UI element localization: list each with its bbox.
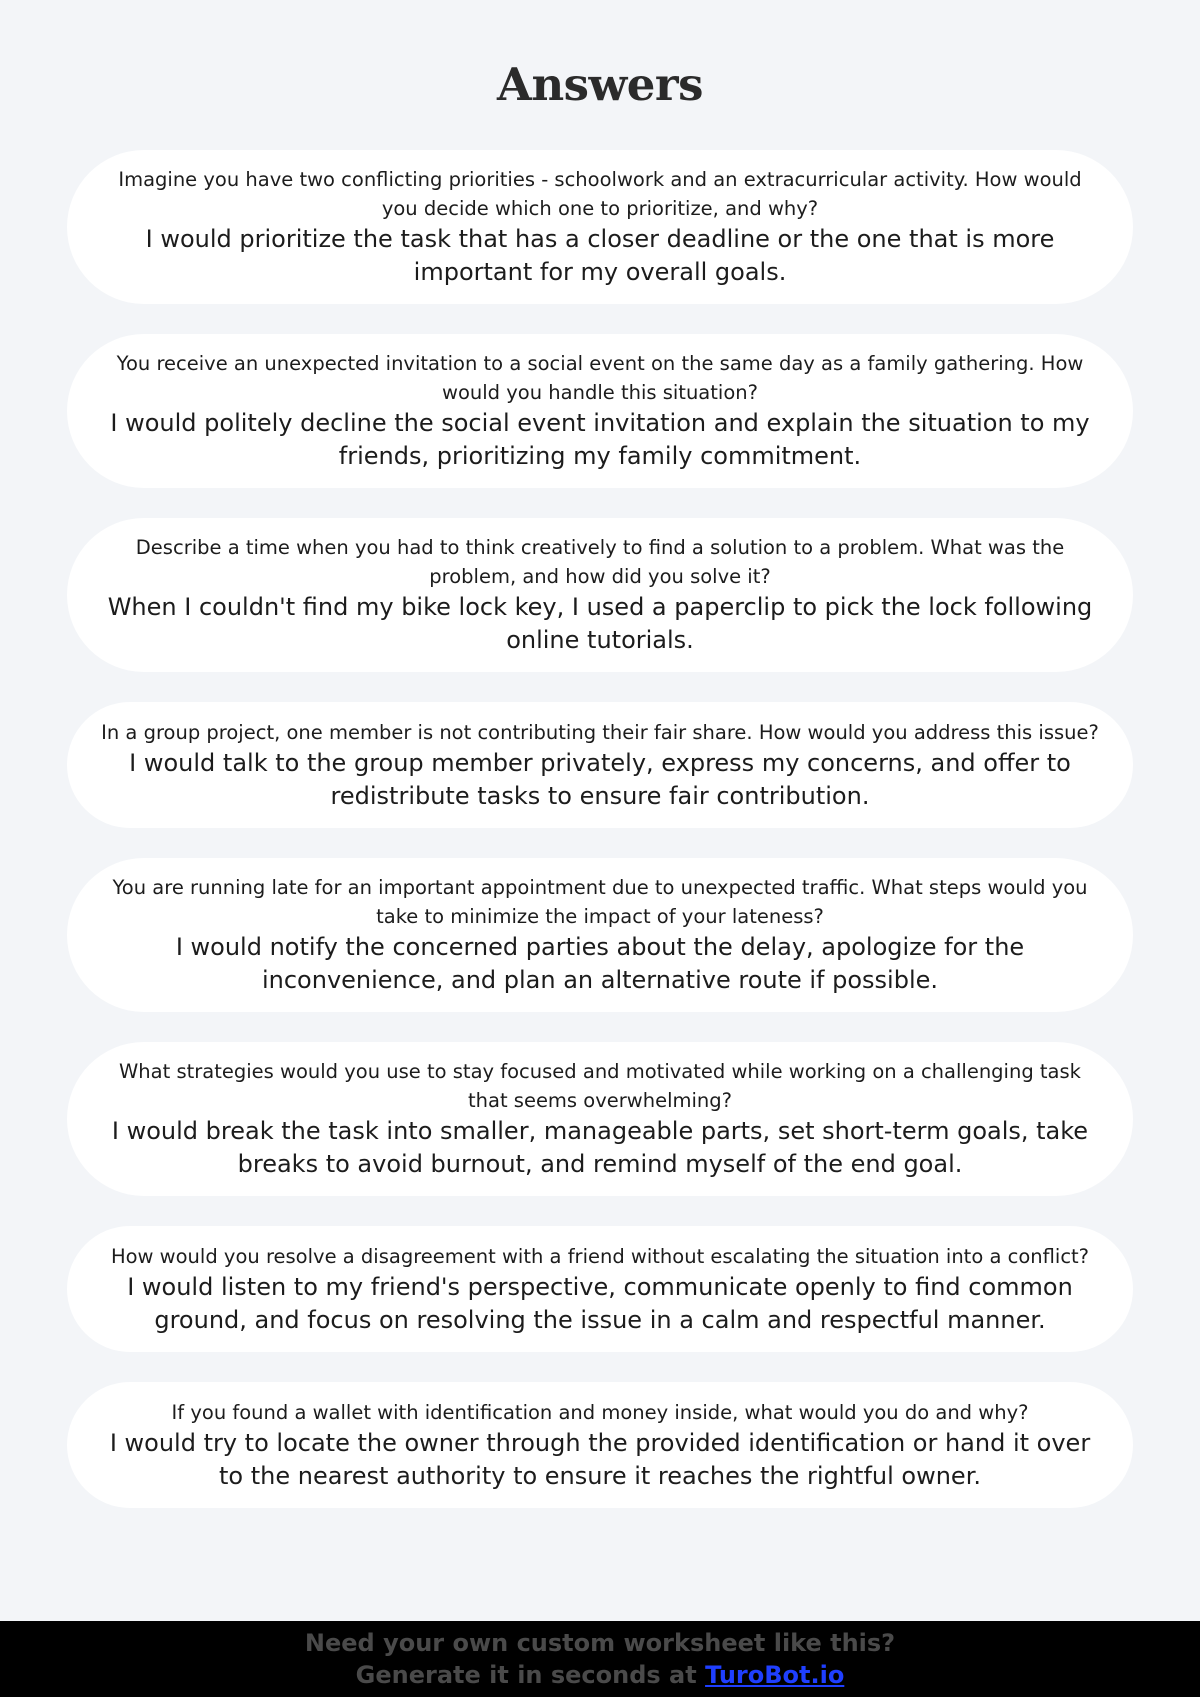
- question-text: You receive an unexpected invitation to a social event on the same day as a family gathering. How would you handle this situation?: [116, 352, 1084, 404]
- qa-list: [67, 150, 1133, 1538]
- qa-card: [67, 1226, 1133, 1352]
- footer-line-2: [0, 1659, 1200, 1691]
- answer-text: I would politely decline the social event invitation and explain the situation to my friends, prioritizing my family commitment.: [110, 409, 1090, 470]
- footer-line-2-prefix: Generate it in seconds at: [355, 1661, 706, 1689]
- answer-text: I would talk to the group member privately, express my concerns, and offer to redistribute tasks to ensure fair contribution.: [129, 748, 1071, 810]
- question-text: Describe a time when you had to think creatively to find a solution to a problem. What was the problem, and how did you solve it?: [135, 536, 1065, 588]
- answer-text: I would prioritize the task that has a closer deadline or the one that is more important for my overall goals.: [145, 225, 1055, 286]
- question-text: What strategies would you use to stay focused and motivated while working on a challenging task that seems overwhelming?: [119, 1060, 1081, 1112]
- qa-card: [67, 702, 1133, 828]
- qa-card: [67, 1042, 1133, 1196]
- question-text: How would you resolve a disagreement with a friend without escalating the situation into a conflict?: [110, 1244, 1090, 1268]
- page-title: Answers: [497, 58, 703, 111]
- promo-footer: [0, 1621, 1200, 1697]
- answer-text: I would try to locate the owner through the provided identification or hand it over to the nearest authority to ensure it reaches the rightful owner.: [109, 1428, 1091, 1490]
- qa-card: [67, 518, 1133, 672]
- qa-card: [67, 334, 1133, 488]
- question-text: You are running late for an important appointment due to unexpected traffic. What steps would you take to minimize the impact of your lateness?: [112, 876, 1088, 928]
- question-text: In a group project, one member is not contributing their fair share. How would you address this issue?: [101, 720, 1099, 744]
- qa-card: [67, 150, 1133, 304]
- turobot-link[interactable]: TuroBot.io: [705, 1661, 845, 1689]
- question-text: Imagine you have two conflicting priorities - schoolwork and an extracurricular activity. How would you decide which one to prioritize, and why?: [118, 168, 1082, 220]
- answer-text: I would notify the concerned parties about the delay, apologize for the inconvenience, and plan an alternative route if possible.: [175, 933, 1025, 994]
- answer-text: I would listen to my friend's perspective, communicate openly to find common ground, and focus on resolving the issue in a calm and respectful manner.: [127, 1272, 1073, 1334]
- qa-card: [67, 858, 1133, 1012]
- qa-card: [67, 1382, 1133, 1508]
- question-text: If you found a wallet with identification and money inside, what would you do and why?: [171, 1400, 1029, 1424]
- answer-text: I would break the task into smaller, manageable parts, set short-term goals, take breaks to avoid burnout, and remind myself of the end goal.: [111, 1117, 1089, 1178]
- answer-text: When I couldn't find my bike lock key, I used a paperclip to pick the lock following online tutorials.: [107, 593, 1093, 654]
- footer-line-1: Need your own custom worksheet like this?: [304, 1629, 896, 1657]
